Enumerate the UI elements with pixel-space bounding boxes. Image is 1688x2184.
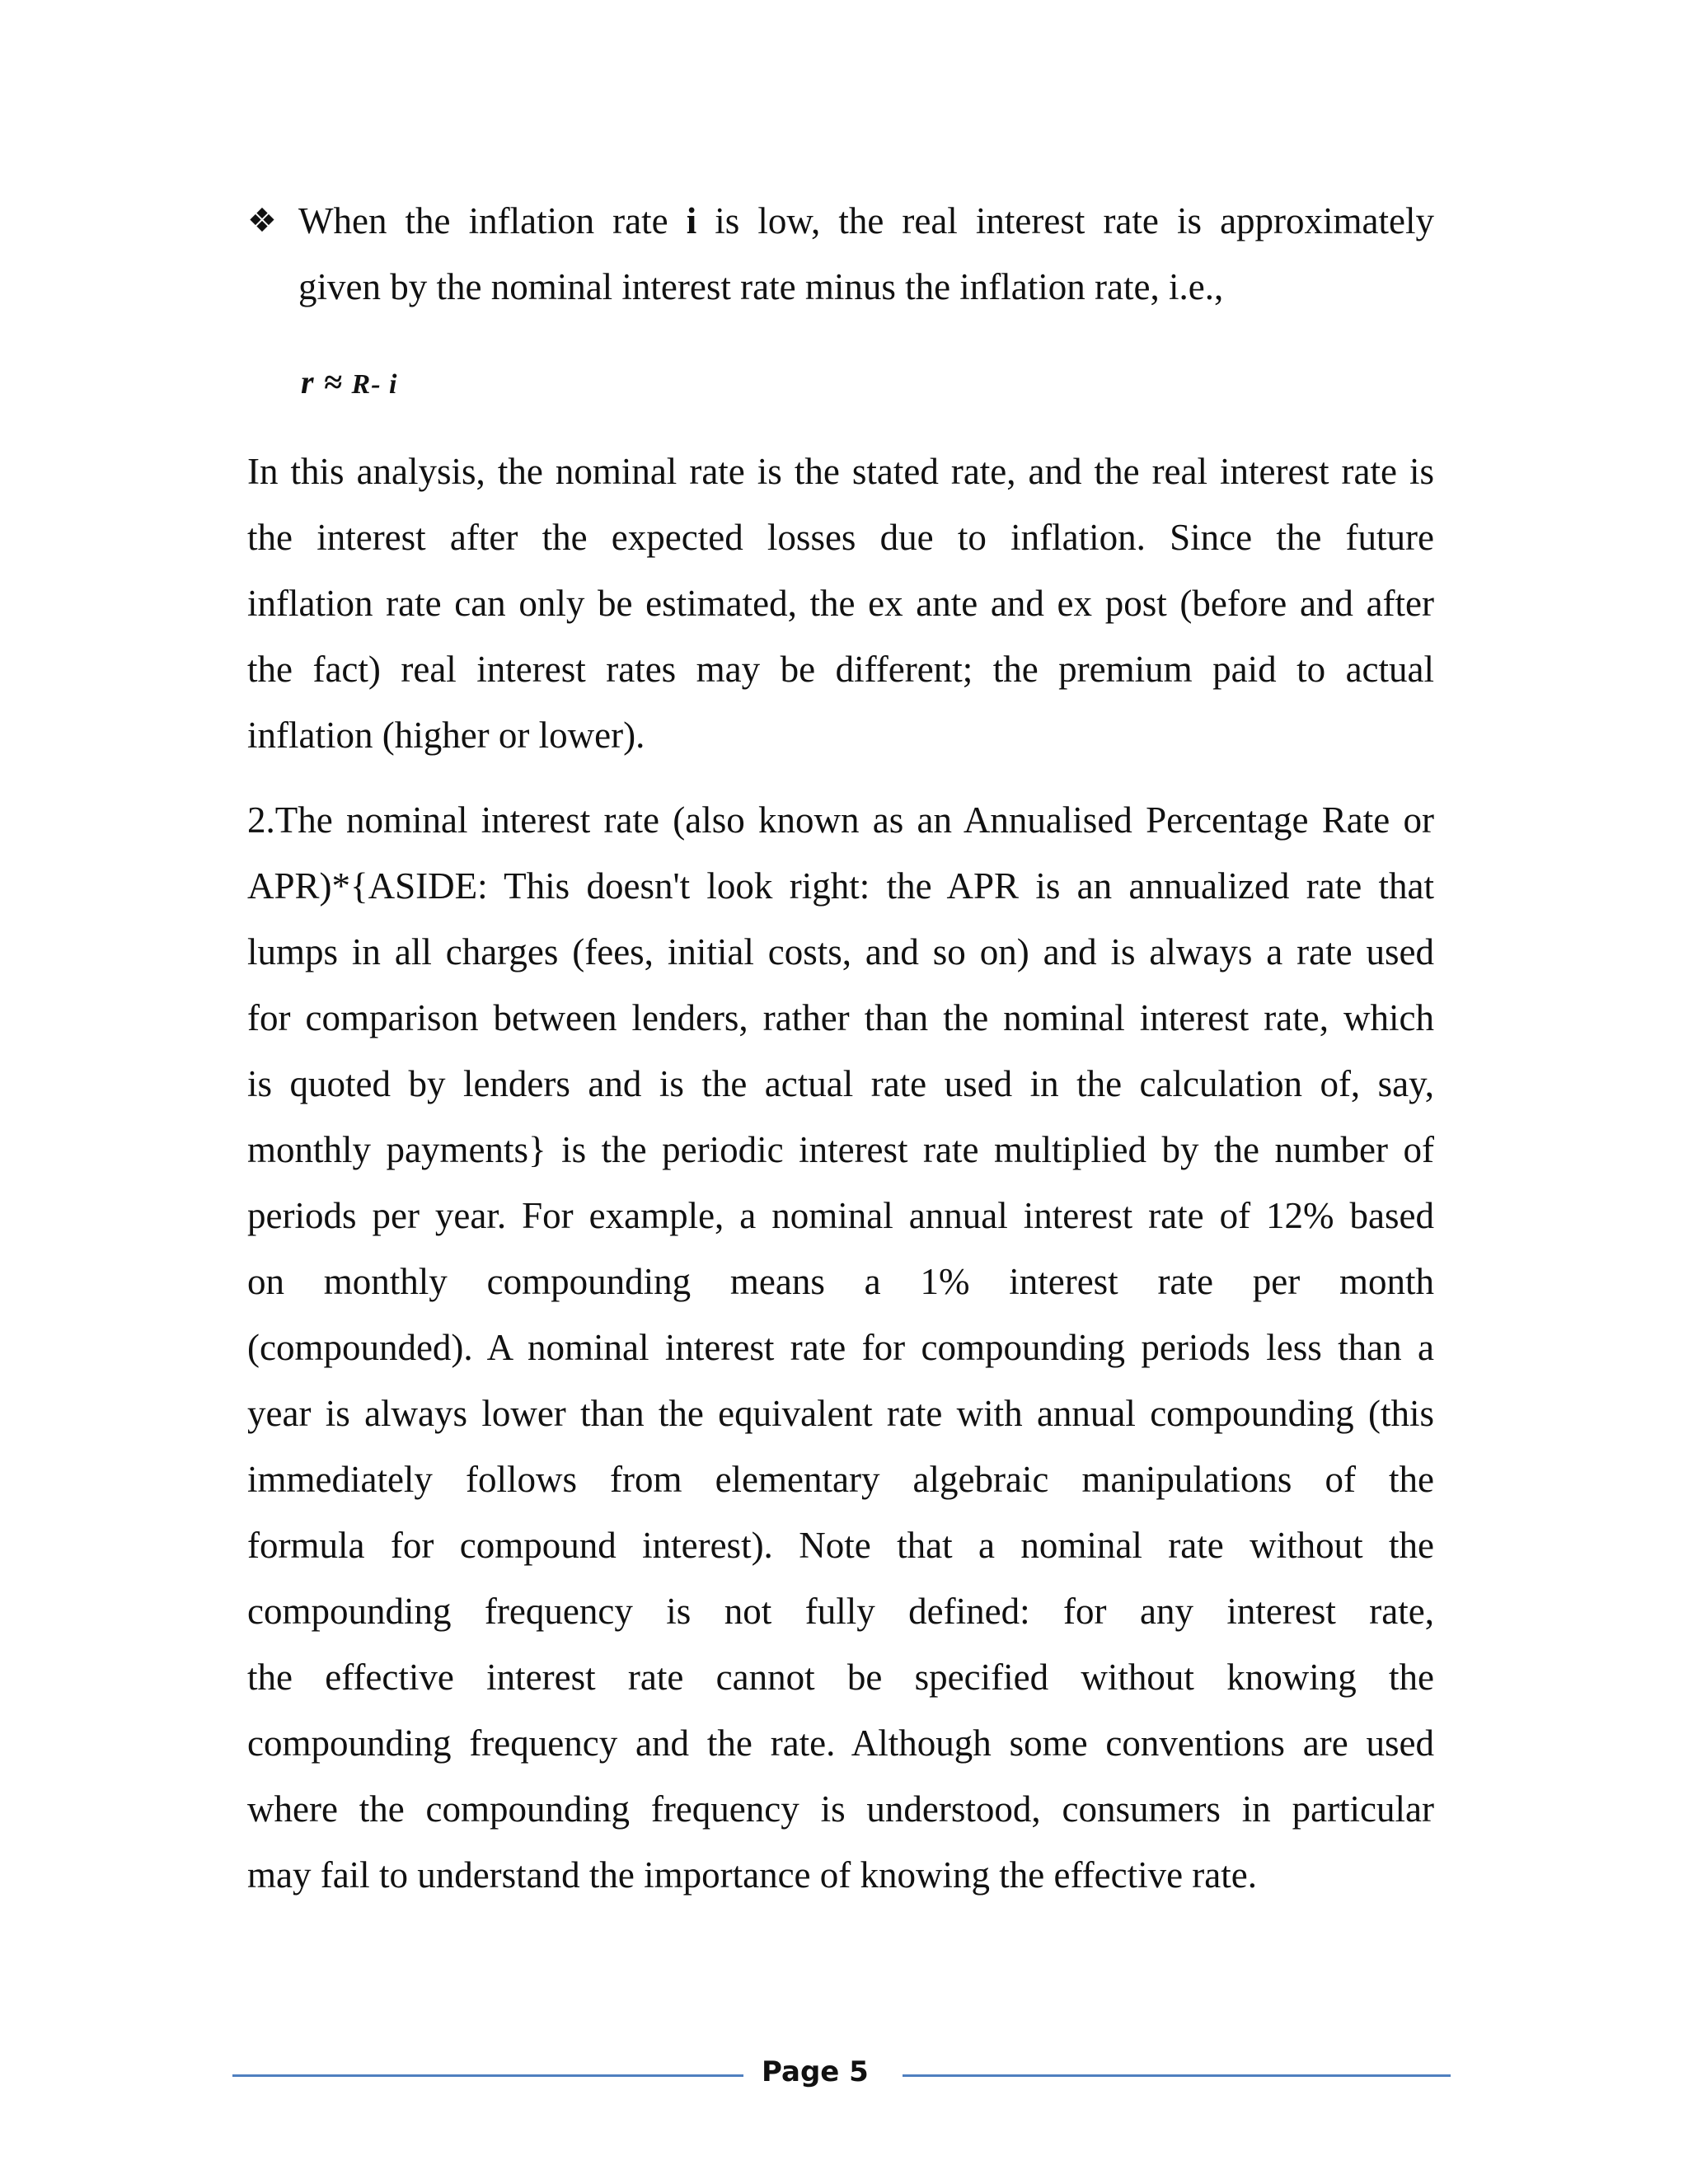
paragraph-line: 2.The nominal interest rate (also known as an Annualised Percentage Rate or (247, 799, 1434, 841)
paragraph-real-interest (247, 438, 1434, 768)
paragraph-line: the effective interest rate cannot be specified without knowing the (247, 1657, 1434, 1698)
paragraph-line: immediately follows from elementary algebraic manipulations of the (247, 1459, 1434, 1500)
bullet-text-part-b: is low, the real interest rate is approximately (696, 200, 1434, 241)
paragraph-line: compounding frequency and the rate. Although some conventions are used (247, 1722, 1434, 1764)
real-rate-formula (301, 363, 397, 401)
paragraph-line: the fact) real interest rates may be different; the premium paid to actual (247, 649, 1434, 690)
paragraph-line: is quoted by lenders and is the actual rate used in the calculation of, say, (247, 1063, 1434, 1104)
bullet-item (247, 188, 1434, 320)
paragraph-line: where the compounding frequency is understood, consumers in particular (247, 1788, 1434, 1830)
bullet-variable-i: i (686, 200, 697, 241)
page-footer (232, 2055, 1451, 2092)
paragraph-line: for comparison between lenders, rather than the nominal interest rate, which (247, 997, 1434, 1038)
paragraph-line: compounding frequency is not fully defined: for any interest rate, (247, 1591, 1434, 1632)
paragraph-line: periods per year. For example, a nominal annual interest rate of 12% based (247, 1195, 1434, 1236)
paragraph-line: formula for compound interest). Note that a nominal rate without the (247, 1525, 1434, 1566)
paragraph-nominal-interest (247, 787, 1434, 1908)
paragraph-line: on monthly compounding means a 1% interest rate per month (247, 1261, 1434, 1302)
paragraph-line: APR)*{ASIDE: This doesn't look right: the APR is an annualized rate that (247, 865, 1434, 907)
paragraph-line: year is always lower than the equivalent rate with annual compounding (this (247, 1393, 1434, 1434)
paragraph-line: the interest after the expected losses due to inflation. Since the future (247, 517, 1434, 558)
bullet-line-1 (247, 188, 1434, 254)
paragraph-line: (compounded). A nominal interest rate for compounding periods less than a (247, 1327, 1434, 1368)
paragraph-line: lumps in all charges (fees, initial costs, and so on) and is always a rate used (247, 931, 1434, 972)
bullet-text-part-a: When the inflation rate (298, 200, 687, 241)
bullet-line-2: given by the nominal interest rate minus the inflation rate, i.e., (298, 266, 1224, 307)
paragraph-line: monthly payments} is the periodic interest rate multiplied by the number of (247, 1129, 1434, 1170)
footer-rule-right (903, 2074, 1451, 2077)
page-number: Page 5 (762, 2055, 869, 2088)
paragraph-line: inflation (higher or lower). (247, 715, 645, 756)
paragraph-line: inflation rate can only be estimated, the ex ante and ex post (before and after (247, 583, 1434, 624)
paragraph-line: may fail to understand the importance of knowing the effective rate. (247, 1854, 1257, 1896)
footer-rule-left (232, 2074, 743, 2077)
formula-rhs: R- i (351, 369, 398, 400)
formula-lhs: r ≈ (301, 363, 352, 401)
four-diamond-bullet-icon: ❖ (247, 202, 277, 240)
paragraph-line: In this analysis, the nominal rate is the stated rate, and the real interest rate is (247, 451, 1434, 492)
